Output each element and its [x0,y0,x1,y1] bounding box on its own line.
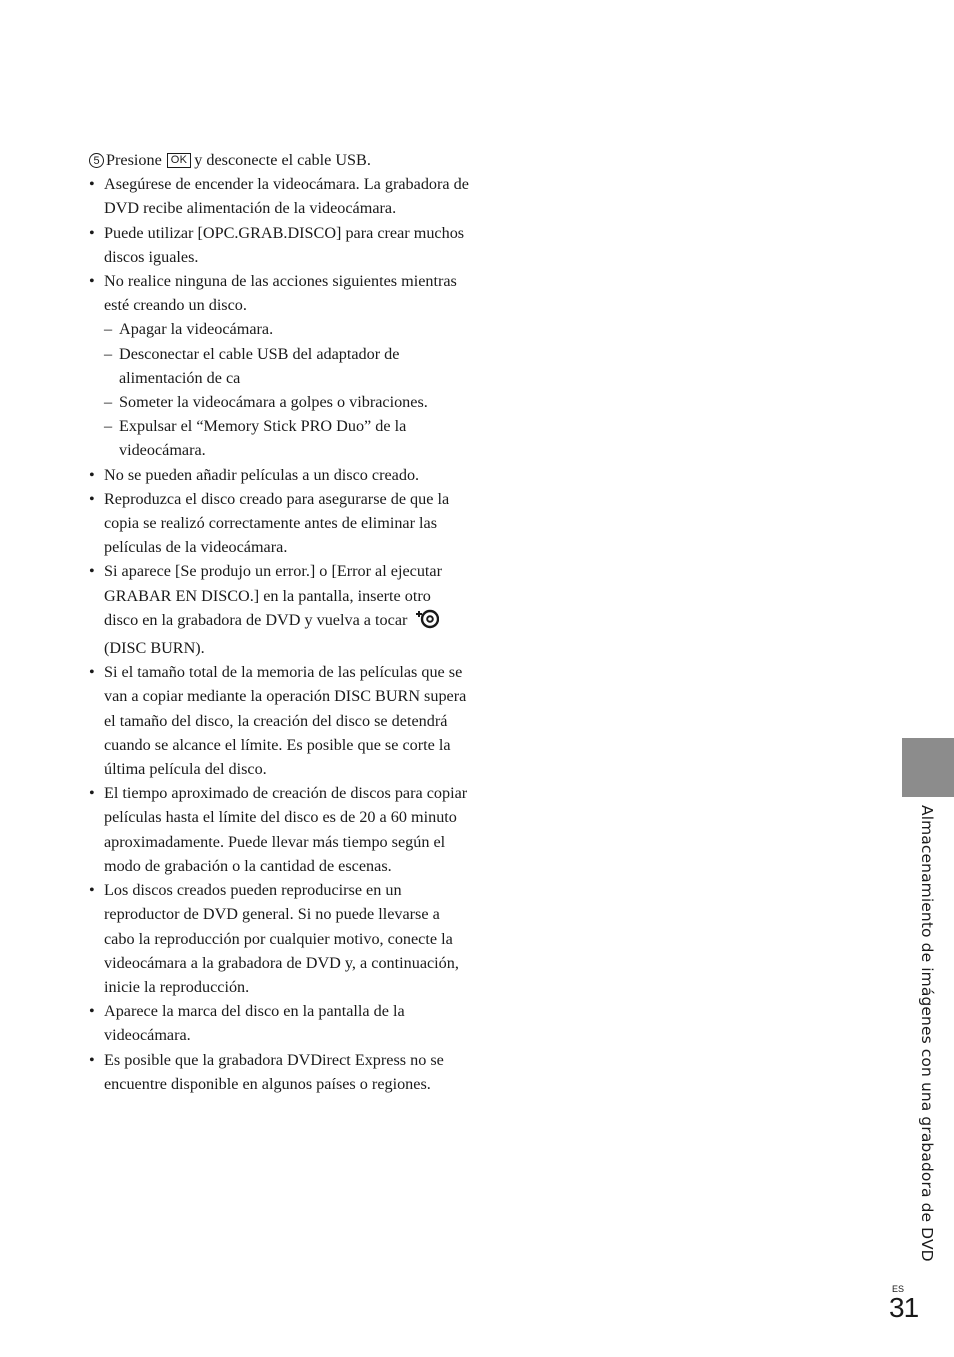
sub-list-item: – Apagar la videocámara. [104,317,469,341]
list-item: • Los discos creados pueden reproducirse en un reproductor de DVD general. Si no puede llevarse a cabo la reproducción por cualquier motivo, conecte la videocámara a la grabadora de DVD y, a continuación, inicie la reproducción. [89,878,469,999]
list-item: • Asegúrese de encender la videocámara. La grabadora de DVD recibe alimentación de la videocámara. [89,172,469,220]
sub-list-item: – Desconectar el cable USB del adaptador de alimentación de ca [104,342,469,390]
sub-list-item: – Expulsar el “Memory Stick PRO Duo” de la videocámara. [104,414,469,462]
list-item: • Aparece la marca del disco en la pantalla de la videocámara. [89,999,469,1047]
section-tab [902,738,954,797]
section-label: Almacenamiento de imágenes con una grabadora de DVD [918,805,936,1262]
list-item: • Si el tamaño total de la memoria de las películas que se van a copiar mediante la operación DISC BURN supera el tamaño del disco, la creación del disco se detendrá cuando se alcance el límite. Es posible que se corte la última película del disco. [89,660,469,781]
step-text-before: Presione [106,151,162,169]
disc-burn-icon [415,609,439,636]
list-item: • Puede utilizar [OPC.GRAB.DISCO] para crear muchos discos iguales. [89,221,469,269]
sub-list-item: – Someter la videocámara a golpes o vibraciones. [104,390,469,414]
list-item: • Si aparece [Se produjo un error.] o [Error al ejecutar GRABAR EN DISCO.] en la pantalla, inserte otro disco en la grabadora de DVD y vuelva a tocar(DISC BURN). [89,559,469,660]
sub-list [104,317,469,462]
disc-burn-label: (DISC BURN). [104,639,205,658]
page-number: 31 [889,1292,919,1323]
list-item: • El tiempo aproximado de creación de discos para copiar películas hasta el límite del disco es de 20 a 60 minuto aproximadamente. Puede llevar más tiempo según el modo de grabación o la cantidad de escenas. [89,781,469,878]
step-number: 5 [89,153,104,168]
step-5 [89,148,469,172]
notes-list [89,172,469,1096]
list-item: • Es posible que la grabadora DVDirect Express no se encuentre disponible en algunos países o regiones. [89,1048,469,1096]
list-item: • Reproduzca el disco creado para asegurarse de que la copia se realizó correctamente antes de eliminar las películas de la videocámara. [89,487,469,560]
ok-key-icon: OK [167,153,192,168]
list-item: • No se pueden añadir películas a un disco creado. [89,463,469,487]
list-item: • No realice ninguna de las acciones siguientes mientras esté creando un disco. – Apagar la videocámara. – Desconectar el cable USB del adaptador de alimentación de ca – Someter la videocámara a golpes o vibraciones. – Expulsar el “Memory Stick PRO Duo” de la videocámara. [89,269,469,463]
step-text-after: y desconecte el cable USB. [194,151,371,169]
page-language: ES [892,1284,905,1294]
page-content [89,148,469,1096]
